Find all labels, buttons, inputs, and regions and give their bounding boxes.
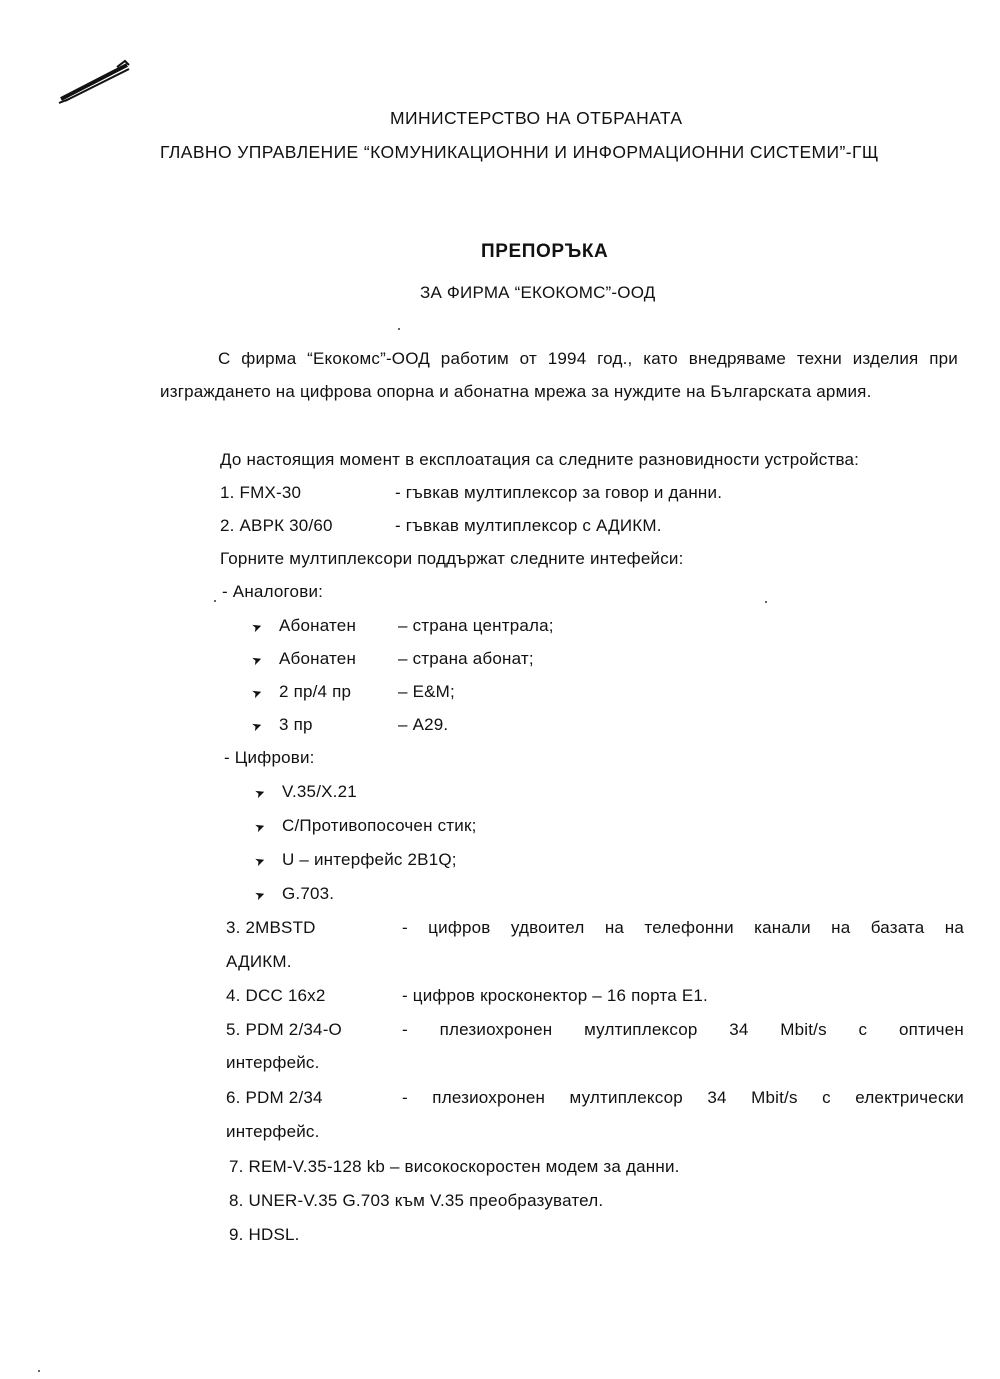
directorate-header: ГЛАВНО УПРАВЛЕНИЕ “КОМУНИКАЦИОННИ И ИНФОРМАЦИОННИ СИСТЕМИ”-ГЩ bbox=[160, 142, 879, 162]
analog-item-desc: – страна абонат; bbox=[398, 649, 534, 668]
analog-item-name: 2 пр/4 пр bbox=[279, 682, 352, 701]
digital-item: U – интерфейс 2B1Q; bbox=[282, 850, 457, 869]
bullet-arrow-icon: ➤ bbox=[249, 717, 265, 735]
bullet-arrow-icon: ➤ bbox=[252, 886, 268, 904]
device-desc-continued: АДИКМ. bbox=[226, 952, 292, 971]
scan-speck bbox=[38, 1370, 40, 1372]
ministry-header: МИНИСТЕРСТВО НА ОТБРАНАТА bbox=[390, 108, 683, 128]
device-code: 5. PDM 2/34-O bbox=[226, 1020, 342, 1039]
analog-item-name: Абонатен bbox=[279, 649, 357, 668]
bullet-arrow-icon: ➤ bbox=[249, 618, 265, 636]
digital-item: G.703. bbox=[282, 884, 335, 903]
analog-item-desc: – E&M; bbox=[398, 682, 455, 701]
device-line: 8. UNER-V.35 G.703 към V.35 преобразувател. bbox=[229, 1191, 604, 1210]
device-desc: - плезиохронен мултиплексор 34 Mbit/s с електрически bbox=[402, 1088, 964, 1107]
device-desc: - цифров удвоител на телефонни канали на базата на bbox=[402, 918, 964, 937]
scan-speck bbox=[214, 600, 216, 602]
device-desc: - гъвкав мултиплексор за говор и данни. bbox=[395, 483, 723, 502]
analog-item-name: Абонатен bbox=[279, 616, 357, 635]
document-subtitle: ЗА ФИРМА “ЕКОКОМС”-ООД bbox=[420, 283, 656, 302]
intro-paragraph: С фирма “Екокомс”-ООД работим от 1994 год., като внедряваме техни изделия при изграждането на цифрова опорна и абонатна мрежа за нуждите на Българската армия. bbox=[160, 349, 958, 401]
digital-item: С/Противопосочен стик; bbox=[282, 816, 477, 835]
device-line: 7. REM-V.35-128 kb – високоскоростен модем за данни. bbox=[229, 1157, 680, 1176]
bullet-arrow-icon: ➤ bbox=[249, 684, 265, 702]
device-desc: - гъвкав мултиплексор с АДИКМ. bbox=[395, 516, 662, 535]
bullet-arrow-icon: ➤ bbox=[249, 651, 265, 669]
interfaces-intro: Горните мултиплексори поддържат следните интефейси: bbox=[220, 549, 684, 568]
device-code: 3. 2MBSTD bbox=[226, 918, 316, 937]
device-code: 6. PDM 2/34 bbox=[226, 1088, 323, 1107]
document-title: ПРЕПОРЪКА bbox=[481, 241, 609, 262]
device-desc: - цифров кросконектор – 16 порта Е1. bbox=[402, 986, 708, 1005]
analog-item-name: 3 пр bbox=[279, 715, 313, 734]
bullet-arrow-icon: ➤ bbox=[252, 852, 268, 870]
pen-mark-icon bbox=[55, 55, 135, 110]
device-desc: - плезиохронен мултиплексор 34 Mbit/s с оптичен bbox=[402, 1020, 964, 1039]
digital-heading: - Цифрови: bbox=[224, 748, 315, 767]
bullet-arrow-icon: ➤ bbox=[252, 784, 268, 802]
bullet-arrow-icon: ➤ bbox=[252, 818, 268, 836]
analog-item-desc: – страна централа; bbox=[398, 616, 554, 635]
device-desc-continued: интерфейс. bbox=[226, 1053, 320, 1072]
analog-heading: - Аналогови: bbox=[222, 582, 324, 601]
device-code: 1. FMX-30 bbox=[220, 483, 302, 502]
scan-speck bbox=[398, 328, 400, 330]
digital-item: V.35/X.21 bbox=[282, 782, 357, 801]
analog-item-desc: – А29. bbox=[398, 715, 449, 734]
device-code: 2. АВРК 30/60 bbox=[220, 516, 333, 535]
device-line: 9. HDSL. bbox=[229, 1225, 300, 1244]
device-code: 4. DCC 16x2 bbox=[226, 986, 326, 1005]
device-desc-continued: интерфейс. bbox=[226, 1122, 320, 1141]
scan-speck bbox=[765, 601, 767, 603]
in-operation-line: До настоящия момент в експлоатация са следните разновидности устройства: bbox=[220, 450, 860, 469]
